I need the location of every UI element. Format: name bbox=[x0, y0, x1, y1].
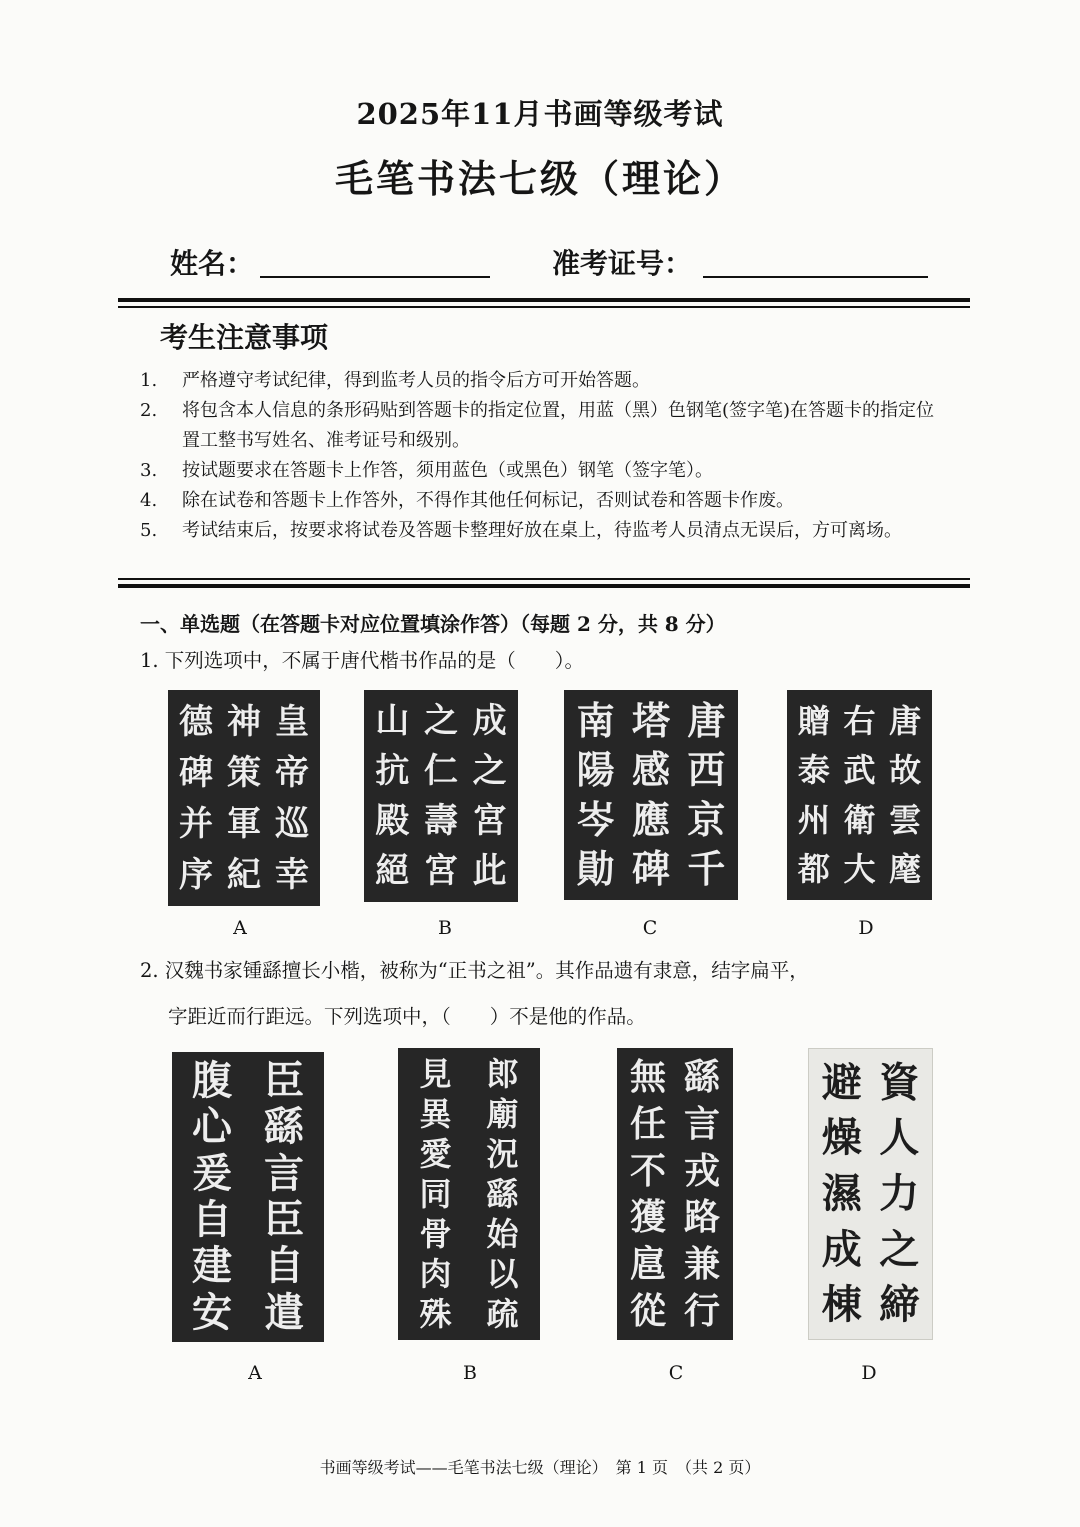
calligraphy-char: 殿 bbox=[375, 801, 410, 841]
calligraphy-char: 唐 bbox=[687, 697, 726, 743]
calligraphy-char: 壽 bbox=[423, 801, 458, 841]
calligraphy-char: 自 bbox=[192, 1196, 232, 1244]
calligraphy-char: 之 bbox=[879, 1225, 920, 1273]
calligraphy-char: 言 bbox=[264, 1149, 304, 1197]
calligraphy-column bbox=[889, 696, 921, 894]
q1-option-b-label[interactable]: B bbox=[438, 917, 452, 939]
calligraphy-char: 軍 bbox=[227, 803, 261, 844]
calligraphy-char: 資 bbox=[879, 1058, 920, 1106]
calligraphy-char: 燥 bbox=[821, 1114, 862, 1162]
calligraphy-column bbox=[684, 1054, 720, 1334]
notice-item bbox=[140, 366, 940, 396]
q2-option-c-image bbox=[617, 1048, 733, 1340]
calligraphy-char: 力 bbox=[879, 1169, 920, 1217]
calligraphy-char: 郎 bbox=[486, 1055, 519, 1093]
notice-item bbox=[140, 456, 940, 486]
calligraphy-char: 遣 bbox=[264, 1288, 304, 1336]
calligraphy-char: 繇 bbox=[683, 1056, 720, 1099]
notice-title: 考生注意事项 bbox=[160, 321, 329, 354]
calligraphy-char: 右 bbox=[843, 701, 876, 740]
calligraphy-char: 見 bbox=[419, 1055, 452, 1093]
calligraphy-char: 陽 bbox=[576, 747, 615, 793]
notice-item bbox=[140, 516, 940, 546]
calligraphy-char: 異 bbox=[419, 1095, 452, 1133]
calligraphy-char: 塔 bbox=[631, 697, 670, 743]
divider-mid-thin bbox=[118, 578, 970, 580]
calligraphy-column bbox=[375, 696, 409, 896]
calligraphy-char: 此 bbox=[472, 851, 507, 891]
calligraphy-column bbox=[473, 696, 507, 896]
calligraphy-char: 棟 bbox=[821, 1281, 862, 1329]
calligraphy-char: 京 bbox=[687, 796, 726, 842]
calligraphy-char: 以 bbox=[486, 1255, 519, 1293]
calligraphy-char: 皇 bbox=[275, 701, 309, 742]
calligraphy-char: 之 bbox=[423, 701, 458, 741]
calligraphy-char: 宮 bbox=[423, 851, 458, 891]
calligraphy-char: 勛 bbox=[576, 846, 615, 892]
calligraphy-char: 仁 bbox=[423, 751, 458, 791]
calligraphy-char: 序 bbox=[179, 854, 213, 895]
main-title: 毛笔书法七级（理论） bbox=[334, 156, 745, 201]
calligraphy-column bbox=[798, 696, 830, 894]
calligraphy-column bbox=[179, 696, 213, 900]
q2-option-d-label[interactable]: D bbox=[861, 1362, 877, 1384]
calligraphy-column bbox=[486, 1054, 518, 1334]
calligraphy-char: 路 bbox=[683, 1196, 720, 1239]
calligraphy-column bbox=[630, 1054, 666, 1334]
calligraphy-char: 神 bbox=[227, 701, 261, 742]
name-label: 姓名： bbox=[170, 247, 255, 280]
notice-num: 2. bbox=[140, 400, 158, 421]
notice-num: 5. bbox=[140, 520, 158, 541]
question-1: 1. 下列选项中，不属于唐代楷书作品的是（ ）。 bbox=[140, 649, 585, 672]
calligraphy-column bbox=[264, 1058, 304, 1336]
calligraphy-char: 骨 bbox=[419, 1215, 452, 1253]
calligraphy-char: 策 bbox=[227, 752, 261, 793]
calligraphy-char: 泰 bbox=[797, 751, 830, 790]
calligraphy-char: 帝 bbox=[275, 752, 309, 793]
calligraphy-char: 臣 bbox=[264, 1057, 304, 1105]
calligraphy-char: 州 bbox=[797, 800, 830, 839]
calligraphy-char: 岑 bbox=[576, 796, 615, 842]
calligraphy-char: 避 bbox=[821, 1058, 862, 1106]
calligraphy-column bbox=[843, 696, 875, 894]
id-field[interactable] bbox=[703, 276, 928, 278]
calligraphy-char: 麾 bbox=[889, 850, 922, 889]
page-footer: 书画等级考试——毛笔书法七级（理论） 第 1 页 （共 2 页） bbox=[319, 1458, 761, 1477]
calligraphy-char: 扈 bbox=[629, 1242, 666, 1285]
calligraphy-char: 巡 bbox=[275, 803, 309, 844]
q1-option-d-image bbox=[787, 690, 932, 900]
calligraphy-char: 衛 bbox=[843, 800, 876, 839]
notice-text: 将包含本人信息的条形码贴到答题卡的指定位置，用蓝（黑）色钢笔(签字笔)在答题卡的指定位置工整书写姓名、准考证号和级别。 bbox=[182, 400, 935, 451]
q1-option-d-label[interactable]: D bbox=[858, 917, 874, 939]
calligraphy-column bbox=[227, 696, 261, 900]
q2-option-b-image bbox=[398, 1048, 540, 1340]
notice-text: 严格遵守考试纪律，得到监考人员的指令后方可开始答题。 bbox=[182, 370, 650, 391]
calligraphy-char: 締 bbox=[879, 1281, 920, 1329]
divider-mid bbox=[118, 584, 970, 588]
calligraphy-char: 殊 bbox=[419, 1295, 452, 1333]
calligraphy-column bbox=[275, 696, 309, 900]
calligraphy-char: 幸 bbox=[275, 854, 309, 895]
calligraphy-char: 兼 bbox=[683, 1242, 720, 1285]
calligraphy-char: 應 bbox=[631, 796, 670, 842]
calligraphy-char: 自 bbox=[264, 1242, 304, 1290]
q2-option-b-label[interactable]: B bbox=[463, 1362, 477, 1384]
calligraphy-char: 成 bbox=[472, 701, 507, 741]
calligraphy-char: 南 bbox=[576, 697, 615, 743]
calligraphy-char: 大 bbox=[843, 850, 876, 889]
name-field[interactable] bbox=[260, 276, 490, 278]
calligraphy-char: 同 bbox=[419, 1175, 452, 1213]
notice-num: 1. bbox=[140, 370, 158, 391]
notice-item bbox=[140, 396, 940, 456]
calligraphy-char: 感 bbox=[631, 747, 670, 793]
q1-option-a-label[interactable]: A bbox=[233, 917, 247, 939]
calligraphy-char: 并 bbox=[179, 803, 213, 844]
calligraphy-column bbox=[632, 696, 670, 894]
calligraphy-char: 紀 bbox=[227, 854, 261, 895]
notice-item bbox=[140, 486, 940, 516]
calligraphy-char: 不 bbox=[629, 1149, 666, 1192]
calligraphy-column bbox=[192, 1058, 232, 1336]
calligraphy-column bbox=[424, 696, 458, 896]
notice-num: 3. bbox=[140, 460, 158, 481]
notice-text: 按试题要求在答题卡上作答，须用蓝色（或黑色）钢笔（签字笔）。 bbox=[182, 460, 713, 481]
calligraphy-char: 人 bbox=[879, 1114, 920, 1162]
calligraphy-char: 德 bbox=[179, 701, 213, 742]
notice-list bbox=[140, 366, 940, 546]
calligraphy-char: 濕 bbox=[821, 1169, 862, 1217]
calligraphy-char: 獲 bbox=[629, 1196, 666, 1239]
calligraphy-column bbox=[822, 1055, 862, 1333]
question-2-line2: 字距近而行距远。下列选项中，（ ）不是他的作品。 bbox=[168, 1005, 646, 1028]
calligraphy-char: 肉 bbox=[419, 1255, 452, 1293]
calligraphy-char: 繇 bbox=[264, 1103, 304, 1151]
section-title: 一、单选题（在答题卡对应位置填涂作答）（每题 2 分，共 8 分） bbox=[140, 612, 726, 636]
calligraphy-char: 從 bbox=[629, 1289, 666, 1332]
calligraphy-char: 之 bbox=[472, 751, 507, 791]
calligraphy-char: 成 bbox=[821, 1225, 862, 1273]
calligraphy-char: 贈 bbox=[797, 701, 830, 740]
calligraphy-char: 愛 bbox=[419, 1135, 452, 1173]
exam-title: 2025年11月书画等级考试 bbox=[356, 97, 724, 131]
calligraphy-char: 疏 bbox=[486, 1295, 519, 1333]
calligraphy-char: 臣 bbox=[264, 1196, 304, 1244]
calligraphy-char: 山 bbox=[375, 701, 410, 741]
q1-option-c-label[interactable]: C bbox=[642, 917, 658, 939]
calligraphy-char: 行 bbox=[683, 1289, 720, 1332]
q2-option-d-image bbox=[808, 1048, 933, 1340]
calligraphy-char: 千 bbox=[687, 846, 726, 892]
calligraphy-char: 爰 bbox=[192, 1149, 232, 1197]
q1-option-a-image bbox=[168, 690, 320, 906]
calligraphy-char: 言 bbox=[683, 1102, 720, 1145]
notice-text: 考试结束后，按要求将试卷及答题卡整理好放在桌上，待监考人员清点无误后，方可离场。 bbox=[182, 520, 902, 541]
calligraphy-column bbox=[419, 1054, 451, 1334]
calligraphy-char: 碑 bbox=[631, 846, 670, 892]
q1-option-b-image bbox=[364, 690, 518, 902]
calligraphy-char: 都 bbox=[797, 850, 830, 889]
q1-option-c-image bbox=[564, 690, 738, 900]
calligraphy-char: 西 bbox=[687, 747, 726, 793]
notice-text: 除在试卷和答题卡上作答外，不得作其他任何标记，否则试卷和答题卡作废。 bbox=[182, 490, 794, 511]
calligraphy-char: 心 bbox=[192, 1103, 232, 1151]
calligraphy-column bbox=[879, 1055, 919, 1333]
calligraphy-char: 安 bbox=[192, 1288, 232, 1336]
calligraphy-char: 唐 bbox=[889, 701, 922, 740]
calligraphy-char: 絕 bbox=[375, 851, 410, 891]
calligraphy-char: 況 bbox=[486, 1135, 519, 1173]
calligraphy-char: 碑 bbox=[179, 752, 213, 793]
calligraphy-char: 建 bbox=[192, 1242, 232, 1290]
id-label: 准考证号： bbox=[552, 247, 693, 280]
calligraphy-char: 故 bbox=[889, 751, 922, 790]
divider-top-thin bbox=[118, 306, 970, 308]
divider-top bbox=[118, 298, 970, 302]
calligraphy-char: 廟 bbox=[486, 1095, 519, 1133]
calligraphy-char: 雲 bbox=[889, 800, 922, 839]
calligraphy-char: 抗 bbox=[375, 751, 410, 791]
calligraphy-char: 無 bbox=[629, 1056, 666, 1099]
notice-num: 4. bbox=[140, 490, 158, 511]
calligraphy-column bbox=[687, 696, 725, 894]
q2-option-a-image bbox=[172, 1052, 324, 1342]
calligraphy-char: 戎 bbox=[683, 1149, 720, 1192]
calligraphy-char: 繇 bbox=[486, 1175, 519, 1213]
q2-option-a-label[interactable]: A bbox=[248, 1362, 262, 1384]
question-2-line1: 2. 汉魏书家锺繇擅长小楷，被称为“正书之祖”。其作品遗有隶意，结字扁平， bbox=[140, 959, 809, 982]
calligraphy-char: 任 bbox=[629, 1102, 666, 1145]
calligraphy-char: 武 bbox=[843, 751, 876, 790]
calligraphy-char: 宮 bbox=[472, 801, 507, 841]
calligraphy-char: 始 bbox=[486, 1215, 519, 1253]
calligraphy-column bbox=[577, 696, 615, 894]
calligraphy-char: 腹 bbox=[192, 1057, 232, 1105]
q2-option-c-label[interactable]: C bbox=[668, 1362, 684, 1384]
